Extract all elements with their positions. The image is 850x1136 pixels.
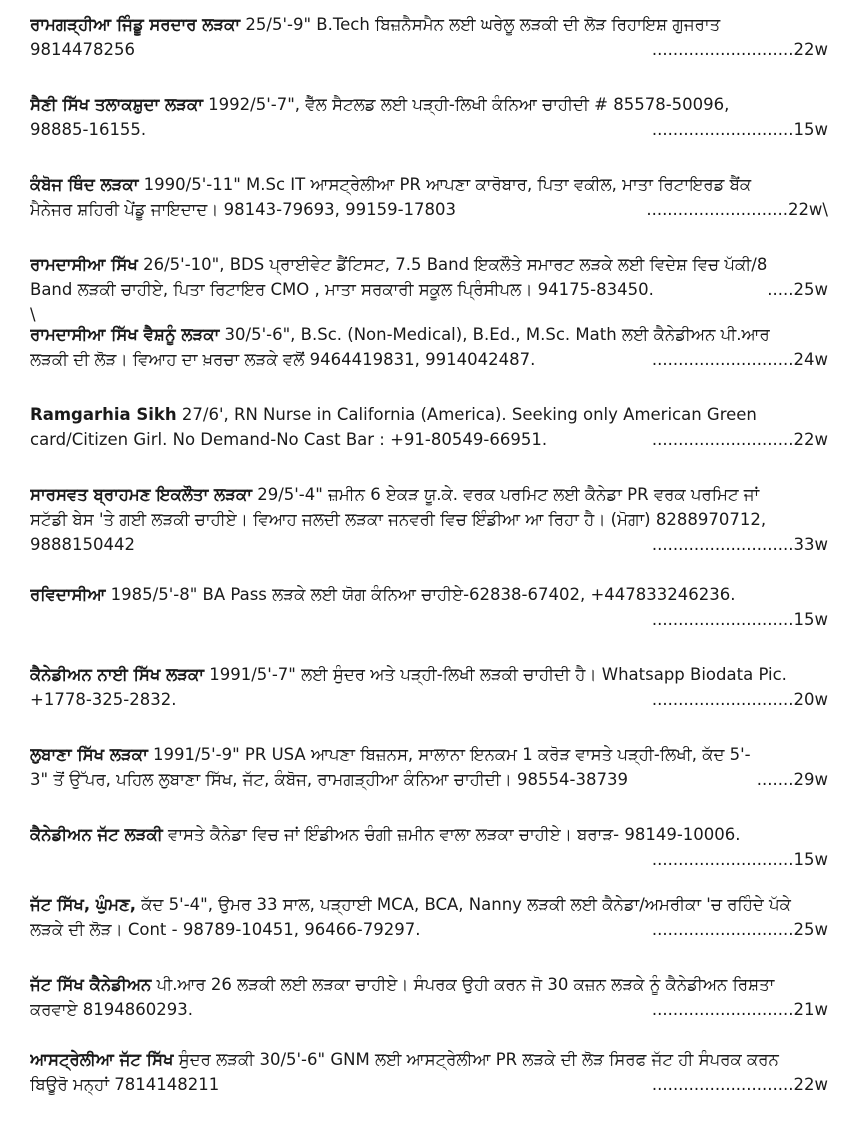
ad-body: ਬਿਊਰੋ ਮਨ੍ਹਾਂ 7814148211 (30, 1075, 220, 1094)
ad-line (30, 1072, 828, 1097)
ad-heading: ਸੈਣੀ ਸਿੱਖ ਤਲਾਕਸ਼ੁਦਾ ਲੜਕਾ (30, 95, 203, 114)
classified-ad (30, 12, 828, 62)
classified-ad (30, 92, 828, 142)
ad-line (30, 917, 828, 942)
ad-line (30, 172, 828, 197)
ad-text (30, 1047, 779, 1072)
ad-line (30, 532, 828, 557)
ad-line (30, 347, 828, 372)
ad-text (30, 1072, 219, 1097)
ad-code: ...........................15w (648, 117, 828, 142)
ad-text (30, 917, 420, 942)
classified-ad (30, 582, 828, 632)
ad-heading: ਰਾਮਦਾਸੀਆ ਸਿੱਖ ਵੈਸ਼ਨੂੰ ਲੜਕਾ (30, 325, 220, 344)
ad-line (30, 402, 828, 427)
ad-body: 9814478256 (30, 40, 135, 59)
ad-line (30, 997, 828, 1022)
ad-body: ਕਰਵਾਏ 8194860293. (30, 1000, 193, 1019)
ad-heading: ਲੁਬਾਣਾ ਸਿੱਖ ਲੜਕਾ (30, 745, 148, 764)
ad-body: ਮੈਨੇਜਰ ਸ਼ਹਿਰੀ ਪੇਂਡੂ ਜਾਇਦਾਦ। 98143-79693, 99159-17803 (30, 200, 457, 219)
ad-text (30, 742, 751, 767)
ad-code: ...........................22w (648, 1072, 828, 1097)
ad-code: ...........................15w (648, 847, 828, 872)
classified-ad (30, 322, 828, 372)
ad-line (30, 252, 828, 277)
classified-ad (30, 742, 828, 792)
ad-body: Band ਲੜਕੀ ਚਾਹੀਏ, ਪਿਤਾ ਰਿਟਾਇਰ CMO , ਮਾਤਾ ਸਰਕਾਰੀ ਸਕੂਲ ਪ੍ਰਿੰਸੀਪਲ। 94175-83450. (30, 280, 654, 299)
classified-ad (30, 972, 828, 1022)
ad-text (30, 427, 547, 452)
ad-body: ਵਾਸਤੇ ਕੈਨੇਡਾ ਵਿਚ ਜਾਂ ਇੰਡੀਅਨ ਚੰਗੀ ਜ਼ਮੀਨ ਵਾਲਾ ਲੜਕਾ ਚਾਹੀਏ। ਬਰਾੜ- 98149-10006. (162, 825, 741, 844)
ad-line (30, 607, 828, 632)
ad-body: 29/5'-4" ਜ਼ਮੀਨ 6 ਏਕੜ ਯੂ.ਕੇ. ਵਰਕ ਪਰਮਿਟ ਲਈ ਕੈਨੇਡਾ PR ਵਰਕ ਪਰਮਿਟ ਜਾਂ (251, 485, 760, 504)
ad-code: ...........................24w (648, 347, 828, 372)
ad-line (30, 1047, 828, 1072)
ad-body: card/Citizen Girl. No Demand-No Cast Bar : +91-80549-66951. (30, 430, 548, 449)
ad-body: ਲੜਕੀ ਦੀ ਲੋੜ। ਵਿਆਹ ਦਾ ਖ਼ਰਚਾ ਲੜਕੇ ਵਲੋਂ 9464419831, 9914042487. (30, 350, 536, 369)
ad-text (30, 662, 787, 687)
ad-body: 1985/5'-8" BA Pass ਲੜਕੇ ਲਈ ਯੋਗ ਕੰਨਿਆ ਚਾਹੀਏ-62838-67402, +447833246236. (105, 585, 736, 604)
ad-heading: ਰਾਮਗੜ੍ਹੀਆ ਜਿੰਡੂ ਸਰਦਾਰ ਲੜਕਾ (30, 15, 241, 34)
ad-text (30, 277, 654, 302)
classified-ad (30, 822, 828, 872)
ad-text (30, 892, 791, 917)
ad-heading: ਆਸਟ੍ਰੇਲੀਆ ਜੱਟ ਸਿੱਖ (30, 1050, 174, 1069)
ad-line (30, 427, 828, 452)
ad-text (30, 37, 135, 62)
ad-text (30, 402, 757, 427)
ad-body: ਸਟੱਡੀ ਬੇਸ 'ਤੇ ਗਈ ਲੜਕੀ ਚਾਹੀਏ। ਵਿਆਹ ਜਲਦੀ ਲੜਕਾ ਜਨਵਰੀ ਵਿਚ ਇੰਡੀਆ ਆ ਰਿਹਾ ਹੈ। (ਮੋਗਾ) 8288970712, (30, 510, 767, 529)
ad-heading: Ramgarhia Sikh (30, 405, 177, 424)
ad-text (30, 347, 535, 372)
ad-code: ...........................33w (648, 532, 828, 557)
classified-ad (30, 402, 828, 452)
ad-text (30, 482, 759, 507)
ad-code: ...........................15w (648, 607, 828, 632)
ad-body: 1991/5'-9" PR USA ਆਪਣਾ ਬਿਜ਼ਨਸ, ਸਾਲਾਨਾ ਇਨਕਮ 1 ਕਰੋੜ ਵਾਸਤੇ ਪੜ੍ਹੀ-ਲਿਖੀ, ਕੱਦ 5'- (147, 745, 751, 764)
ad-line (30, 482, 828, 507)
ad-text (30, 972, 774, 997)
ad-text (30, 252, 767, 277)
ad-body: 3" ਤੋਂ ਉੱਪਰ, ਪਹਿਲ ਲੁਬਾਣਾ ਸਿੱਖ, ਜੱਟ, ਕੰਬੋਜ, ਰਾਮਗੜ੍ਹੀਆ ਕੰਨਿਆ ਚਾਹੀਦੀ। 98554-38739 (30, 770, 628, 789)
ad-text (30, 822, 741, 847)
ad-line (30, 662, 828, 687)
ad-code: ...........................22w (648, 427, 828, 452)
ad-line (30, 822, 828, 847)
ad-heading: ਕੈਨੇਡੀਅਨ ਨਾਈ ਸਿੱਖ ਲੜਕਾ (30, 665, 204, 684)
ad-body: 1992/5'-7", ਵੈੱਲ ਸੈਟਲਡ ਲਈ ਪੜ੍ਹੀ-ਲਿਖੀ ਕੰਨਿਆ ਚਾਹੀਦੀ # 85578-50096, (202, 95, 730, 114)
ad-body: ਕੱਦ 5'-4", ਉਮਰ 33 ਸਾਲ, ਪੜ੍ਹਾਈ MCA, BCA, Nanny ਲੜਕੀ ਲਈ ਕੈਨੇਡਾ/ਅਮਰੀਕਾ 'ਚ ਰਹਿੰਦੇ ਪੱਕੇ (136, 895, 791, 914)
ad-text (30, 92, 729, 117)
ad-line (30, 322, 828, 347)
ad-text (30, 117, 146, 142)
ad-body: 98885-16155. (30, 120, 147, 139)
ad-text (30, 197, 456, 222)
ad-heading: ਜੱਟ ਸਿੱਖ, ਘੁੰਮਣ, (30, 895, 137, 914)
ad-heading: ਰਾਮਦਾਸੀਆ ਸਿੱਖ (30, 255, 138, 274)
ad-body: 30/5'-6", B.Sc. (Non-Medical), B.Ed., M.Sc. Math ਲਈ ਕੈਨੇਡੀਅਨ ਪੀ.ਆਰ (219, 325, 770, 344)
ad-code: .....25w (763, 277, 828, 302)
classified-ad (30, 662, 828, 712)
ad-line (30, 117, 828, 142)
ad-body: ਪੀ.ਆਰ 26 ਲੜਕੀ ਲਈ ਲੜਕਾ ਚਾਹੀਏ। ਸੰਪਰਕ ਉਹੀ ਕਰਨ ਜੋ 30 ਕਜ਼ਨ ਲੜਕੇ ਨੂੰ ਕੈਨੇਡੀਅਨ ਰਿਸ਼ਤਾ (151, 975, 775, 994)
ad-line (30, 277, 828, 302)
ad-heading: ਕੈਨੇਡੀਅਨ ਜੱਟ ਲੜਕੀ (30, 825, 163, 844)
ad-code: ...........................22w (648, 37, 828, 62)
classified-ad (30, 252, 828, 327)
ad-text (30, 687, 176, 712)
ad-line (30, 892, 828, 917)
ad-line (30, 582, 828, 607)
ad-text (30, 507, 766, 532)
ad-body: 25/5'-9" B.Tech ਬਿਜ਼ਨੈਸਮੈਨ ਲਈ ਘਰੇਲੂ ਲੜਕੀ ਦੀ ਲੋੜ ਰਿਹਾਇਸ਼ ਗੁਜਰਾਤ (240, 15, 721, 34)
ad-body: 9888150442 (30, 535, 135, 554)
ad-body: 1991/5'-7" ਲਈ ਸੁੰਦਰ ਅਤੇ ਪੜ੍ਹੀ-ਲਿਖੀ ਲੜਕੀ ਚਾਹੀਦੀ ਹੈ। Whatsapp Biodata Pic. (204, 665, 787, 684)
ad-line (30, 12, 828, 37)
ad-body: 1990/5'-11" M.Sc IT ਆਸਟ੍ਰੇਲੀਆ PR ਆਪਣਾ ਕਾਰੋਬਾਰ, ਪਿਤਾ ਵਕੀਲ, ਮਾਤਾ ਰਿਟਾਇਰਡ ਬੈਂਕ (138, 175, 752, 194)
ad-line (30, 847, 828, 872)
ad-heading: ਸਾਰਸਵਤ ਬ੍ਰਾਹਮਣ ਇਕਲੌਤਾ ਲੜਕਾ (30, 485, 252, 504)
ad-body: 26/5'-10", BDS ਪ੍ਰਾਈਵੇਟ ਡੈਂਟਿਸਟ, 7.5 Band ਇਕਲੌਤੇ ਸਮਾਰਟ ਲੜਕੇ ਲਈ ਵਿਦੇਸ਼ ਵਿਚ ਪੱਕੀ/8 (137, 255, 768, 274)
ad-text (30, 997, 193, 1022)
ad-text (30, 582, 736, 607)
ad-line (30, 37, 828, 62)
ad-line (30, 767, 828, 792)
ad-body: 27/6', RN Nurse in California (America). Seeking only American Green (176, 405, 757, 424)
ad-text (30, 767, 628, 792)
ad-code: ...........................22w\ (642, 197, 828, 222)
ad-text (30, 12, 720, 37)
ad-line (30, 742, 828, 767)
ad-code: ...........................20w (648, 687, 828, 712)
classified-ad (30, 892, 828, 942)
classified-ad (30, 172, 828, 222)
ad-heading: ਕੰਬੋਜ ਥਿੰਦ ਲੜਕਾ (30, 175, 139, 194)
ad-text (30, 322, 770, 347)
ad-body: ਲੜਕੇ ਦੀ ਲੋੜ। Cont - 98789-10451, 96466-79297. (30, 920, 421, 939)
classified-ad (30, 1047, 828, 1097)
ad-code: .......29w (753, 767, 828, 792)
ad-line (30, 972, 828, 997)
ad-text (30, 172, 751, 197)
ad-code: ...........................21w (648, 997, 828, 1022)
ad-body: ਸੁੰਦਰ ਲੜਕੀ 30/5'-6" GNM ਲਈ ਆਸਟ੍ਰੇਲੀਆ PR ਲੜਕੇ ਦੀ ਲੋੜ ਸਿਰਫ ਜੱਟ ਹੀ ਸੰਪਰਕ ਕਰਨ (173, 1050, 779, 1069)
ad-line (30, 687, 828, 712)
ad-text (30, 532, 135, 557)
ad-line (30, 197, 828, 222)
ad-heading: ਜੱਟ ਸਿੱਖ ਕੈਨੇਡੀਅਨ (30, 975, 152, 994)
stray-mark: \ (30, 305, 36, 324)
classified-ad (30, 482, 828, 557)
ad-heading: ਰਵਿਦਾਸੀਆ (30, 585, 106, 604)
ad-body: +1778-325-2832. (30, 690, 177, 709)
ad-code: ...........................25w (648, 917, 828, 942)
ad-line (30, 92, 828, 117)
ad-line (30, 507, 828, 532)
